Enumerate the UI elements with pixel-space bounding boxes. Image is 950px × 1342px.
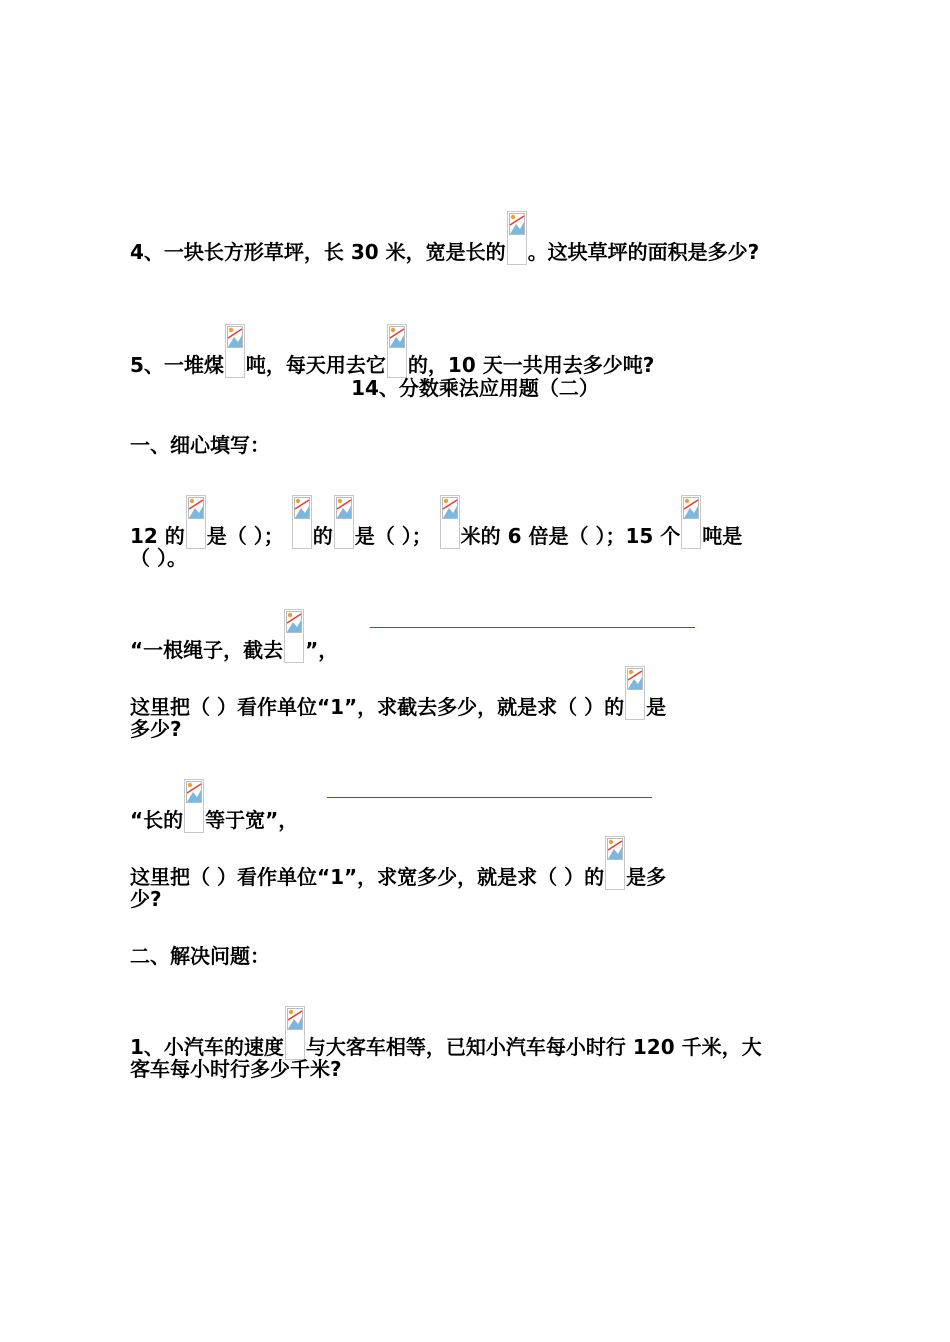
broken-image-icon [292, 495, 312, 549]
rope2-a: 这里把（ ）看作单位“1”，求截去多少，就是求（ ）的 [130, 695, 625, 719]
fill-line-1 [130, 489, 742, 548]
fill-1-d: 是（ ）； [354, 524, 432, 548]
fill-1-f: 吨是 [702, 524, 743, 548]
fill-1-e: 米的 6 倍是（ ）；15 个 [460, 524, 681, 548]
rope-line-2 [130, 660, 666, 719]
rope-a: “一根绳子，截去 [130, 638, 284, 662]
broken-image-icon [225, 324, 245, 378]
len-b: 等于宽”， [205, 808, 299, 832]
p1-a: 1、小汽车的速度 [130, 1035, 284, 1059]
answer-underline[interactable] [327, 797, 652, 798]
broken-image-icon [605, 836, 625, 890]
fill-1-c: 的 [312, 524, 333, 548]
section-1-heading: 一、细心填写： [130, 433, 270, 457]
broken-image-icon [387, 324, 407, 378]
fill-line-1b: （ ）。 [130, 546, 187, 570]
question-4 [130, 205, 759, 264]
question-5-text-c: 的，10 天一共用去多少吨? [407, 353, 655, 377]
broken-image-icon [284, 609, 304, 663]
rope-line [130, 603, 338, 662]
broken-image-icon [186, 495, 206, 549]
len-a: “长的 [130, 808, 184, 832]
fill-1-a: 12 的 [130, 524, 185, 548]
question-5-text-a: 5、一堆煤 [130, 353, 224, 377]
broken-image-icon [507, 211, 527, 265]
broken-image-icon [184, 779, 204, 833]
question-5 [130, 318, 654, 377]
rope-b: ”， [305, 638, 339, 662]
broken-image-icon [625, 666, 645, 720]
broken-image-icon [285, 1006, 305, 1060]
broken-image-icon [440, 495, 460, 549]
answer-underline[interactable] [370, 627, 695, 628]
p1-b: 与大客车相等，已知小汽车每小时行 120 千米，大 [305, 1035, 762, 1059]
question-5-text-b: 吨，每天用去它 [245, 353, 386, 377]
length-line-3: 少? [130, 887, 162, 911]
fill-1-b: 是（ ）； [206, 524, 284, 548]
len2-a: 这里把（ ）看作单位“1”，求宽多少，就是求（ ）的 [130, 865, 605, 889]
page-title: 14、分数乘法应用题（二） [351, 376, 599, 400]
broken-image-icon [334, 495, 354, 549]
question-4-text-b: 。这块草坪的面积是多少? [527, 240, 760, 264]
length-line-2 [130, 830, 666, 889]
question-4-text-a: 4、一块长方形草坪，长 30 米，宽是长的 [130, 240, 506, 264]
rope2-b: 是 [646, 695, 667, 719]
len2-b: 是多 [626, 865, 667, 889]
problem-1b: 客车每小时行多少千米? [130, 1057, 342, 1081]
broken-image-icon [681, 495, 701, 549]
section-2-heading: 二、解决问题： [130, 944, 270, 968]
rope-line-3: 多少? [130, 717, 182, 741]
problem-1 [130, 1000, 762, 1059]
length-line [130, 773, 298, 832]
